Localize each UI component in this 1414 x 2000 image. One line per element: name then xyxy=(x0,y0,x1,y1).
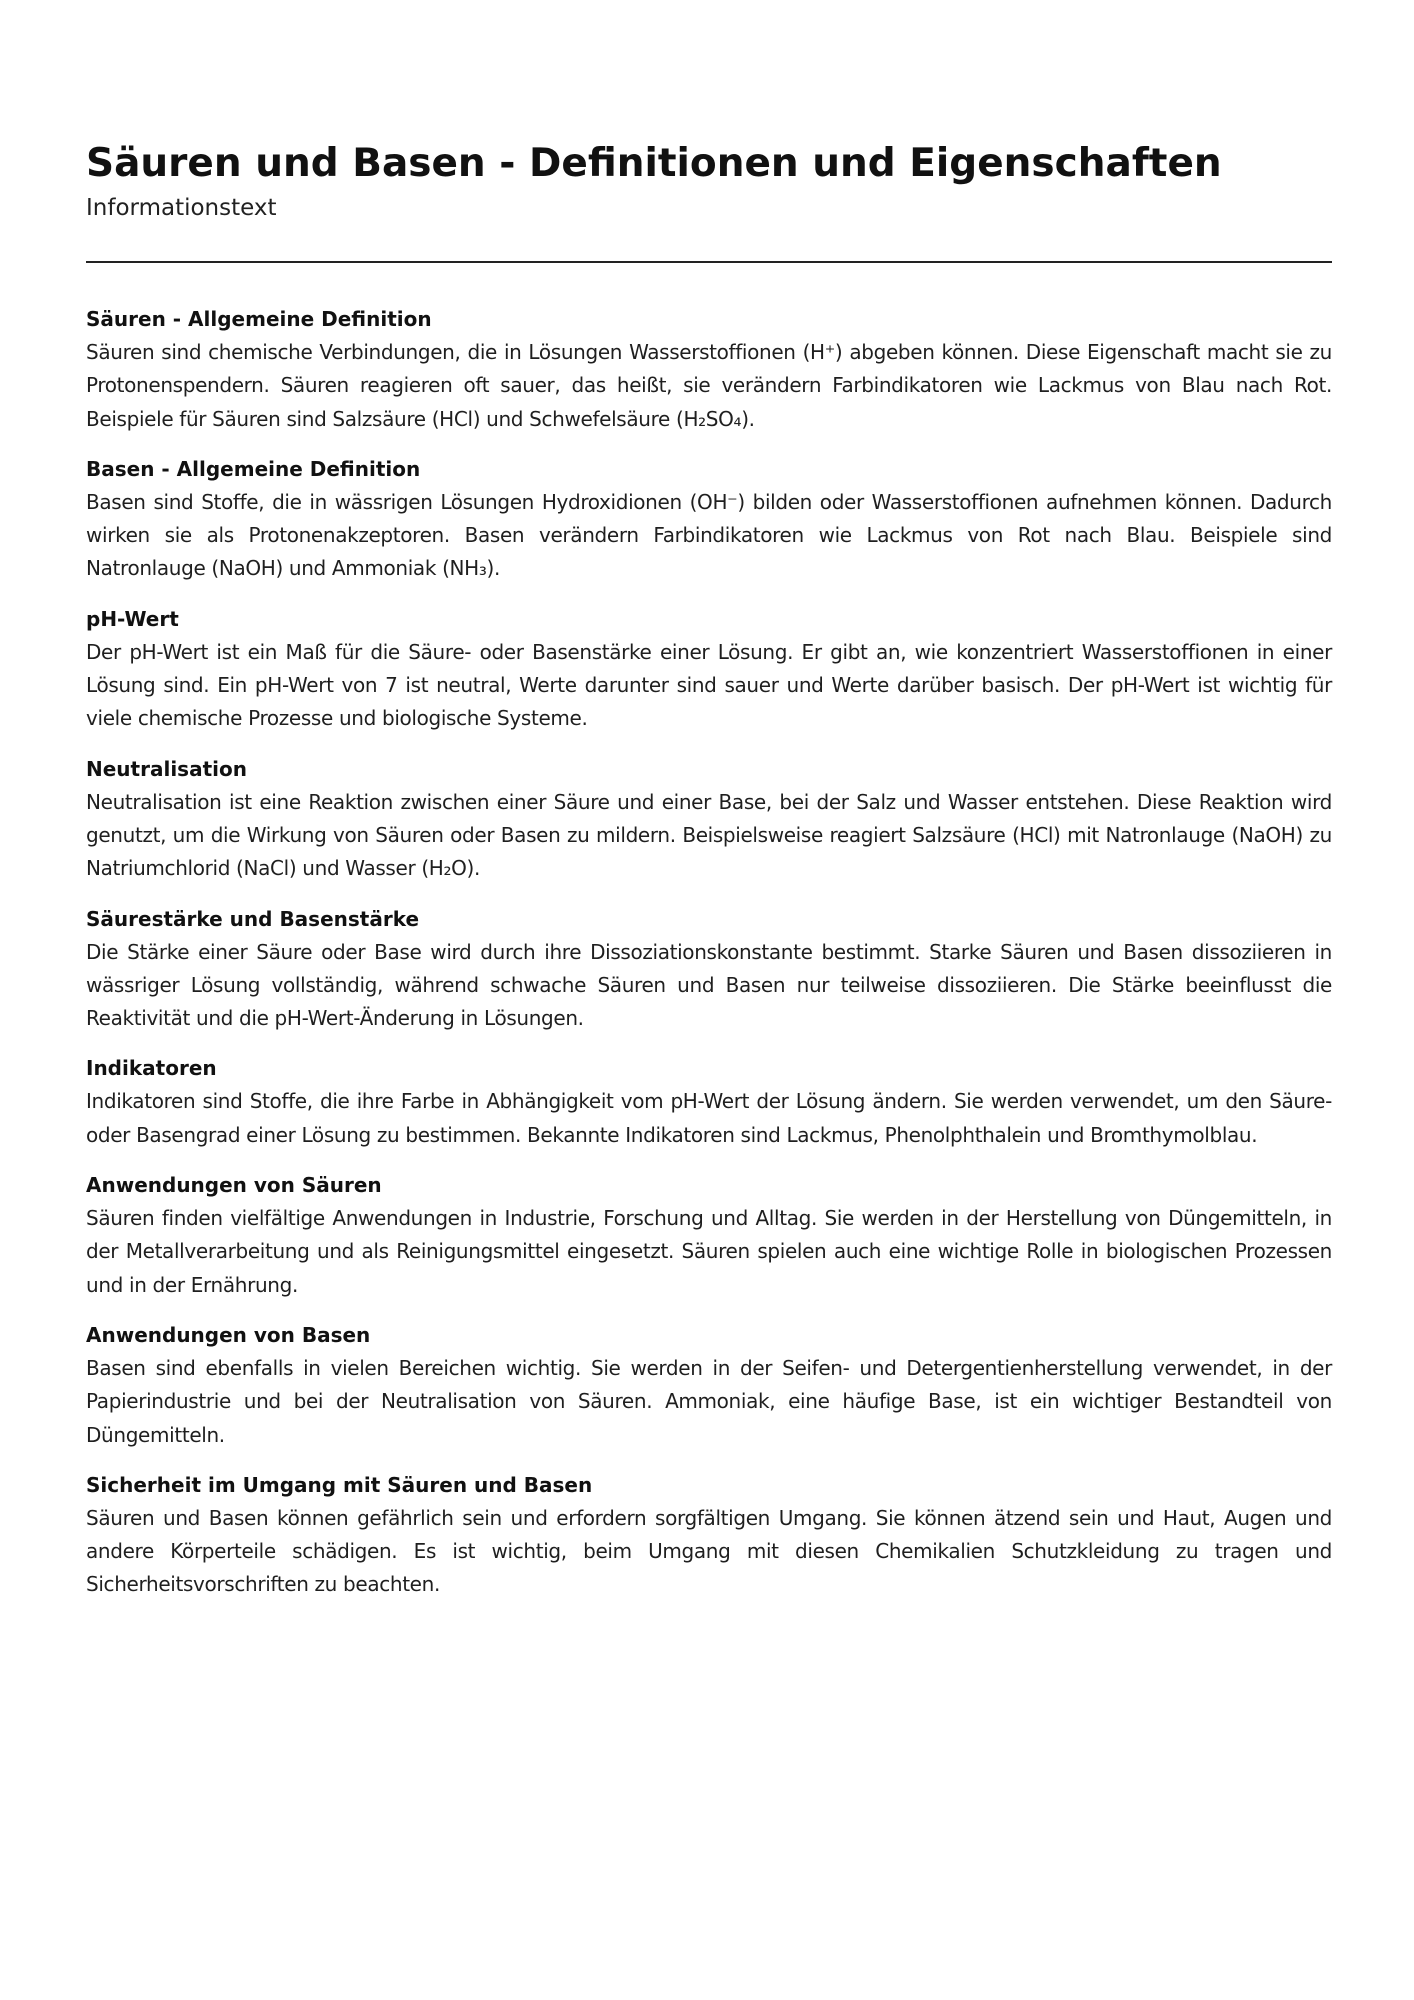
section-heading: Neutralisation xyxy=(86,756,247,781)
section-heading: pH-Wert xyxy=(86,606,179,631)
section-anwendungen-saeuren xyxy=(86,1169,1332,1302)
header-divider xyxy=(86,261,1332,263)
section-sicherheit xyxy=(86,1469,1332,1602)
document-page xyxy=(86,136,1332,1619)
section-text: Säuren finden vielfältige Anwendungen in Industrie, Forschung und Alltag. Sie werden in der Herstellung von Düngemitteln, in der Metallverarbeitung und als Reinigungsmittel eingesetzt. Säuren spielen auch eine wichtige Rolle in biologischen Prozessen und in der Ernährung. xyxy=(86,1206,1332,1297)
section-text: Indikatoren sind Stoffe, die ihre Farbe in Abhängigkeit vom pH-Wert der Lösung ändern. Sie werden verwendet, um den Säure- oder Basengrad einer Lösung zu bestimmen. Bekannte Indikatoren sind Lackmus, Phenolphthalein und Bromthymolblau. xyxy=(86,1089,1332,1147)
section-heading: Säuren - Allgemeine Definition xyxy=(86,307,432,331)
section-text: Basen sind Stoffe, die in wässrigen Lösungen Hydroxidionen (OH⁻) bilden oder Wasserstoffionen aufnehmen können. Dadurch wirken sie als Protonenakzeptoren. Basen verändern Farbindikatoren wie Lackmus von Rot nach Blau. Beispiele sind Natronlauge (NaOH) und Ammoniak (NH₃). xyxy=(86,489,1332,581)
section-text: Der pH-Wert ist ein Maß für die Säure- oder Basenstärke einer Lösung. Er gibt an, wie konzentriert Wasserstoffionen in einer Lösung sind. Ein pH-Wert von 7 ist neutral, Werte darunter sind sauer und Werte darüber basisch. Der pH-Wert ist wichtig für viele chemische Prozesse und biologische Systeme. xyxy=(86,639,1332,731)
section-neutralisation xyxy=(86,753,1332,886)
section-ph-wert xyxy=(86,603,1332,736)
section-heading: Sicherheit im Umgang mit Säuren und Basen xyxy=(86,1472,593,1497)
section-text: Säuren sind chemische Verbindungen, die in Lösungen Wasserstoffionen (H⁺) abgeben können. Diese Eigenschaft macht sie zu Protonenspendern. Säuren reagieren oft sauer, das heißt, sie verändern Farbindikatoren wie Lackmus von Blau nach Rot. Beispiele für Säuren sind Salzsäure (HCl) und Schwefelsäure (H₂SO₄). xyxy=(86,340,1332,431)
section-heading: Indikatoren xyxy=(86,1056,217,1081)
section-heading: Basen - Allgemeine Definition xyxy=(86,456,421,481)
section-heading: Anwendungen von Säuren xyxy=(86,1173,382,1198)
section-text: Basen sind ebenfalls in vielen Bereichen wichtig. Sie werden in der Seifen- und Detergentienherstellung verwendet, in der Papierindustrie und bei der Neutralisation von Säuren. Ammoniak, eine häufige Base, ist ein wichtiger Bestandteil von Düngemitteln. xyxy=(86,1355,1332,1447)
section-heading: Säurestärke und Basenstärke xyxy=(86,906,420,931)
section-text: Neutralisation ist eine Reaktion zwischen einer Säure und einer Base, bei der Salz und Wasser entstehen. Diese Reaktion wird genutzt, um die Wirkung von Säuren oder Basen zu mildern. Beispielsweise reagiert Salzsäure (HCl) mit Natronlauge (NaOH) zu Natriumchlorid (NaCl) und Wasser (H₂O). xyxy=(86,789,1332,881)
section-saeuren-definition xyxy=(86,303,1332,436)
section-basen-definition xyxy=(86,453,1332,586)
page-title: Säuren und Basen - Definitionen und Eigenschaften xyxy=(86,141,1222,186)
section-heading: Anwendungen von Basen xyxy=(86,1322,371,1347)
section-anwendungen-basen xyxy=(86,1319,1332,1452)
document-body xyxy=(86,303,1332,1602)
section-text: Die Stärke einer Säure oder Base wird durch ihre Dissoziationskonstante bestimmt. Starke Säuren und Basen dissoziieren in wässriger Lösung vollständig, während schwache Säuren und Basen nur teilweise dissoziieren. Die Stärke beeinflusst die Reaktivität und die pH-Wert-Änderung in Lösungen. xyxy=(86,939,1332,1031)
section-staerke xyxy=(86,903,1332,1036)
section-text: Säuren und Basen können gefährlich sein und erfordern sorgfältigen Umgang. Sie können ätzend sein und Haut, Augen und andere Körperteile schädigen. Es ist wichtig, beim Umgang mit diesen Chemikalien Schutzkleidung zu tragen und Sicherheitsvorschriften zu beachten. xyxy=(86,1505,1332,1597)
page-subtitle: Informationstext xyxy=(86,195,277,221)
section-indikatoren xyxy=(86,1052,1332,1152)
